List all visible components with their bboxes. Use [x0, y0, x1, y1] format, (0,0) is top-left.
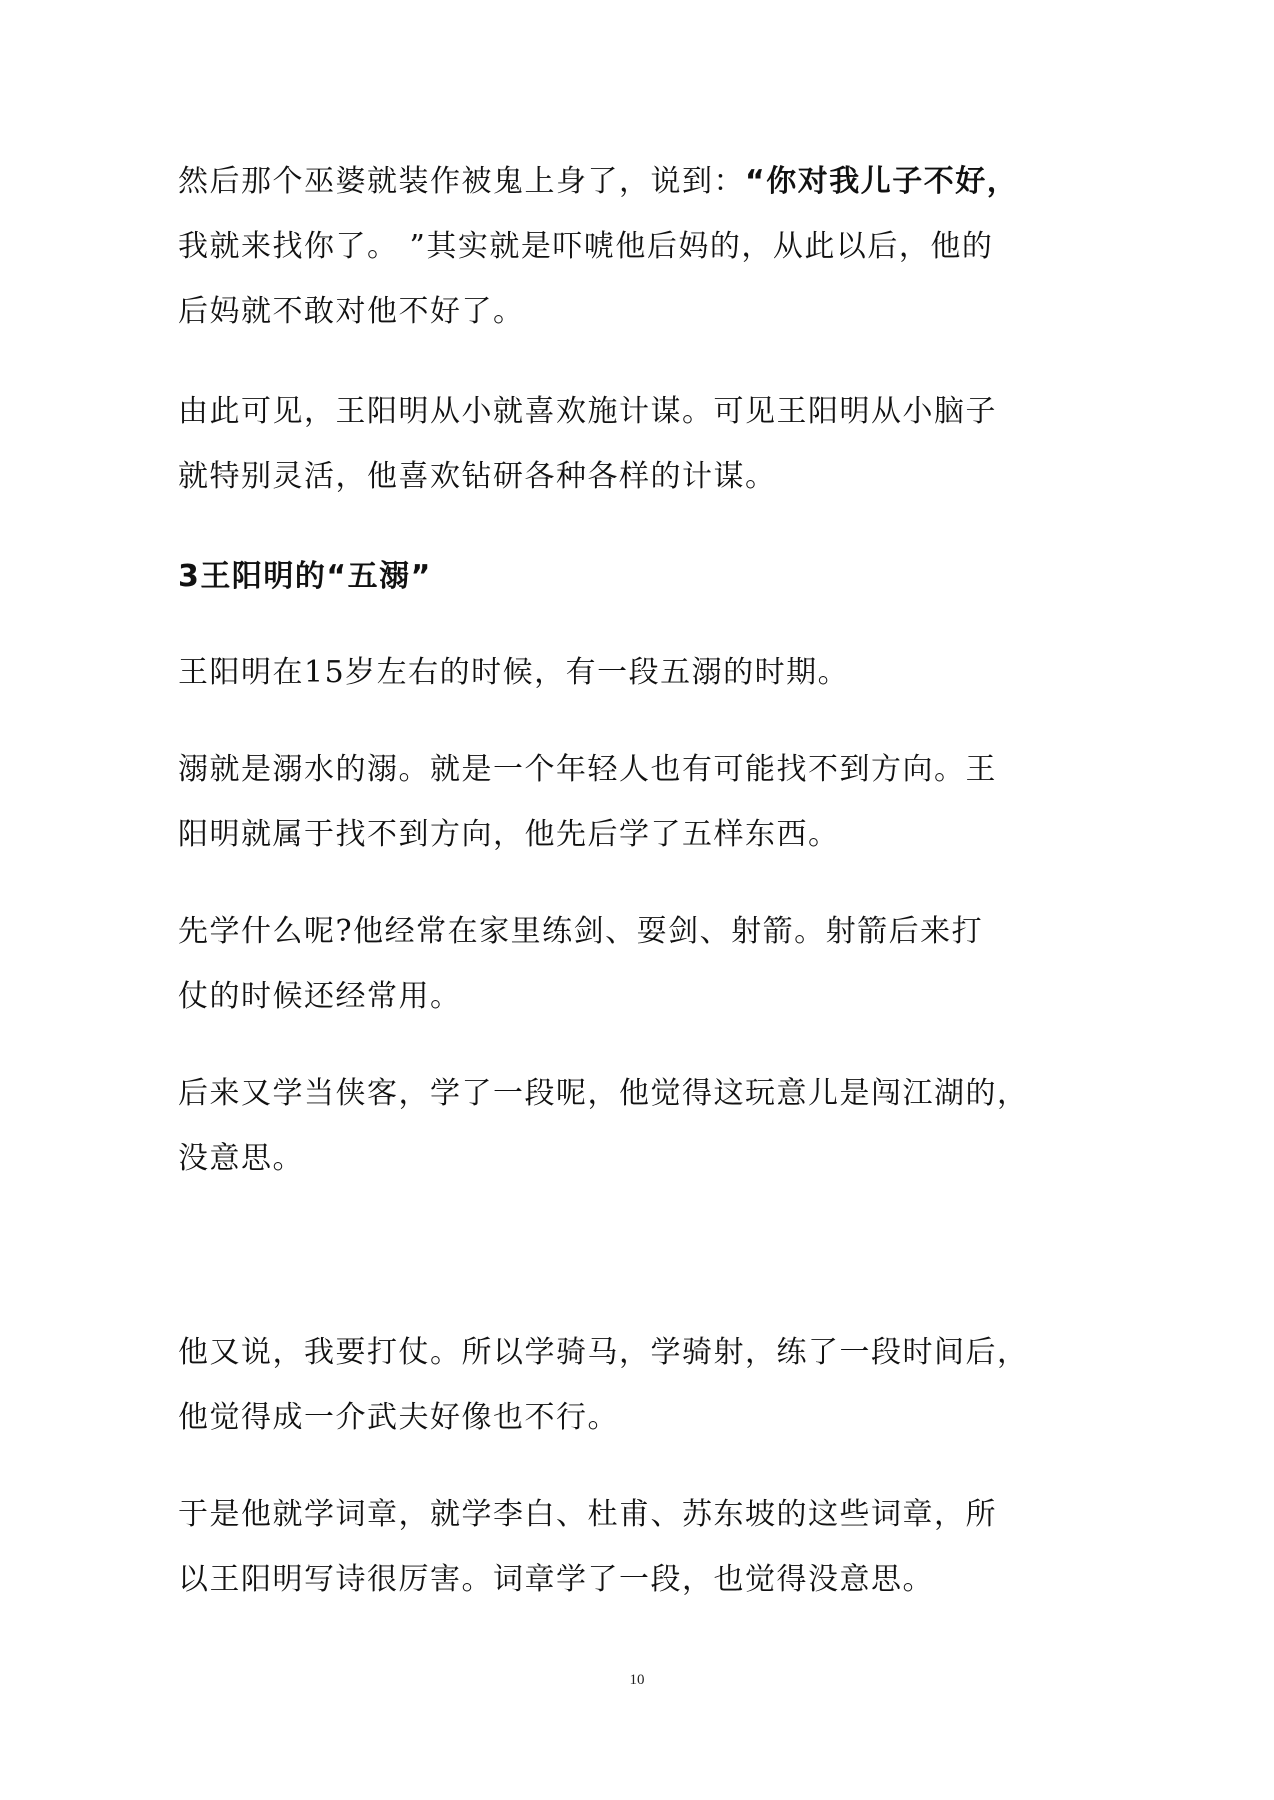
paragraph-1-line-1-quote: “你对我儿子不好， — [745, 164, 1019, 199]
paragraph-1-line-3: 后妈就不敢对他不好了。 — [178, 294, 525, 329]
paragraph-1-line-1 — [178, 162, 1018, 202]
paragraph-2-line-1: 由此可见，王阳明从小就喜欢施计谋。可见王阳明从小脑子 — [178, 394, 997, 429]
paragraph-2-line-2: 就特别灵活，他喜欢钻研各种各样的计谋。 — [178, 459, 777, 494]
paragraph-4-line-1: 溺就是溺水的溺。就是一个年轻人也有可能找不到方向。王 — [178, 752, 997, 787]
paragraph-6-line-2: 没意思。 — [178, 1141, 304, 1176]
paragraph-4-line-2: 阳明就属于找不到方向，他先后学了五样东西。 — [178, 817, 840, 852]
paragraph-1-line-2: 我就来找你了。 ”其实就是吓唬他后妈的，从此以后，他的 — [178, 229, 994, 264]
paragraph-3-line-1: 王阳明在15岁左右的时候，有一段五溺的时期。 — [178, 655, 850, 690]
paragraph-7-line-1: 他又说，我要打仗。所以学骑马，学骑射，练了一段时间后， — [178, 1335, 1029, 1370]
paragraph-8-line-2: 以王阳明写诗很厉害。词章学了一段，也觉得没意思。 — [178, 1562, 934, 1597]
section-heading: 3王阳明的“五溺” — [178, 559, 432, 594]
paragraph-5-line-1: 先学什么呢?他经常在家里练剑、耍剑、射箭。射箭后来打 — [178, 914, 984, 949]
paragraph-7-line-2: 他觉得成一介武夫好像也不行。 — [178, 1400, 619, 1435]
page-number: 10 — [629, 1672, 645, 1688]
paragraph-1-line-1-plain: 然后那个巫婆就装作被鬼上身了，说到： — [178, 164, 745, 199]
paragraph-6-line-1: 后来又学当侠客，学了一段呢，他觉得这玩意儿是闯江湖的， — [178, 1076, 1029, 1111]
paragraph-5-line-2: 仗的时候还经常用。 — [178, 979, 462, 1014]
paragraph-8-line-1: 于是他就学词章，就学李白、杜甫、苏东坡的这些词章，所 — [178, 1497, 997, 1532]
